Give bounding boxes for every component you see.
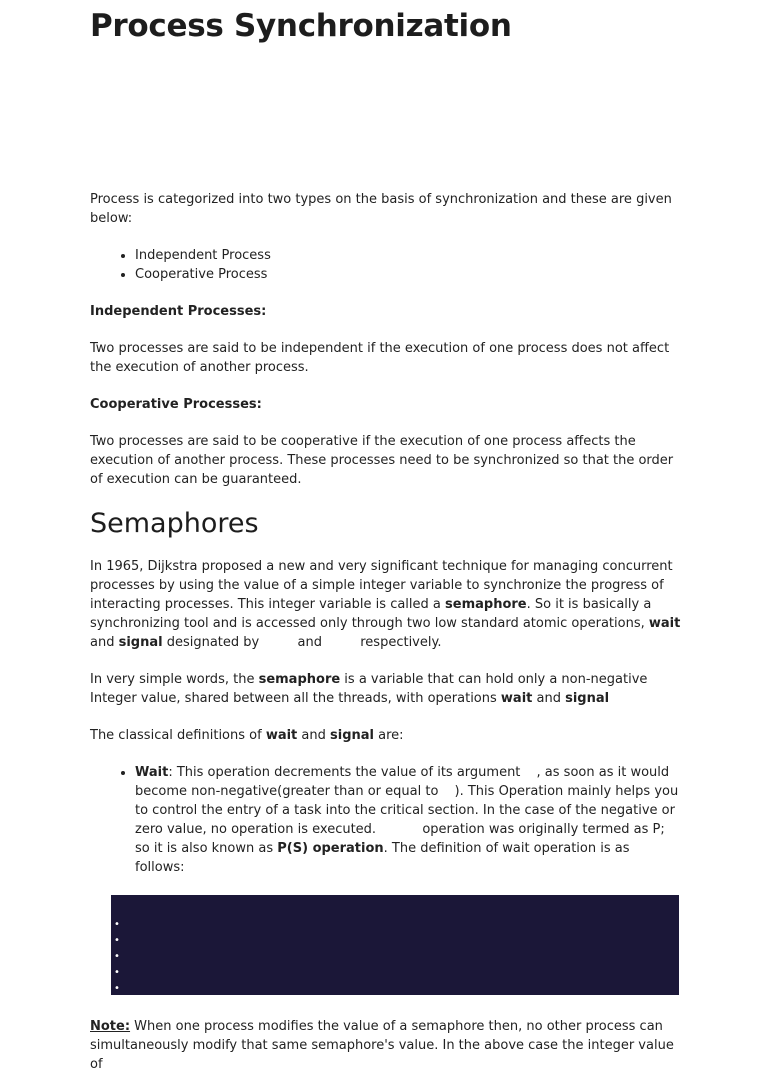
process-types-list	[90, 246, 682, 284]
semaphore-simple-paragraph: In very simple words, the semaphore is a variable that can hold only a non-negative Integer value, shared between all the threads, with operations wait and signal	[90, 672, 648, 706]
semaphores-heading: Semaphores	[90, 508, 259, 539]
wait-operation-item: • Wait: This operation decrements the value of its argument , as soon as it would become non-negative(greater than or equal to ). This Operation mainly helps you to control the entry of a task into the critical section. In the case of the negative or zero value, no operation is executed. operation was originally termed as P; so it is also known as P(S) operation. The definition of wait operation is as follows:	[135, 763, 682, 877]
page-title: Process Synchronization	[90, 8, 512, 44]
wait-code-block	[111, 895, 679, 995]
list-item: • Independent Process	[135, 246, 682, 265]
list-item: • Cooperative Process	[135, 265, 682, 284]
note-paragraph: Note: When one process modifies the value of a semaphore then, no other process can simultaneously modify that same semaphore's value. In the above case the integer value of	[90, 1019, 674, 1072]
intro-paragraph: Process is categorized into two types on the basis of synchronization and these are given below:	[90, 192, 672, 226]
classical-definitions-paragraph: The classical definitions of wait and signal are:	[90, 728, 404, 743]
cooperative-paragraph: Two processes are said to be cooperative if the execution of one process affects the execution of another process. These processes need to be synchronized so that the order of execution can be guaranteed.	[90, 434, 674, 487]
cooperative-heading: Cooperative Processes:	[90, 397, 262, 412]
operations-list	[90, 763, 682, 877]
semaphore-definition-paragraph: In 1965, Dijkstra proposed a new and very significant technique for managing concurrent processes by using the value of a simple integer variable to synchronize the progress of interacting processes. This integer variable is called a semaphore. So it is basically a synchronizing tool and is accessed only through two low standard atomic operations, wait and signal designated by and respectively.	[90, 559, 681, 650]
code-bullets: • • • • •	[114, 919, 120, 994]
independent-heading: Independent Processes:	[90, 304, 267, 319]
document-body	[90, 190, 682, 1092]
independent-paragraph: Two processes are said to be independent if the execution of one process does not affect the execution of another process.	[90, 341, 670, 375]
